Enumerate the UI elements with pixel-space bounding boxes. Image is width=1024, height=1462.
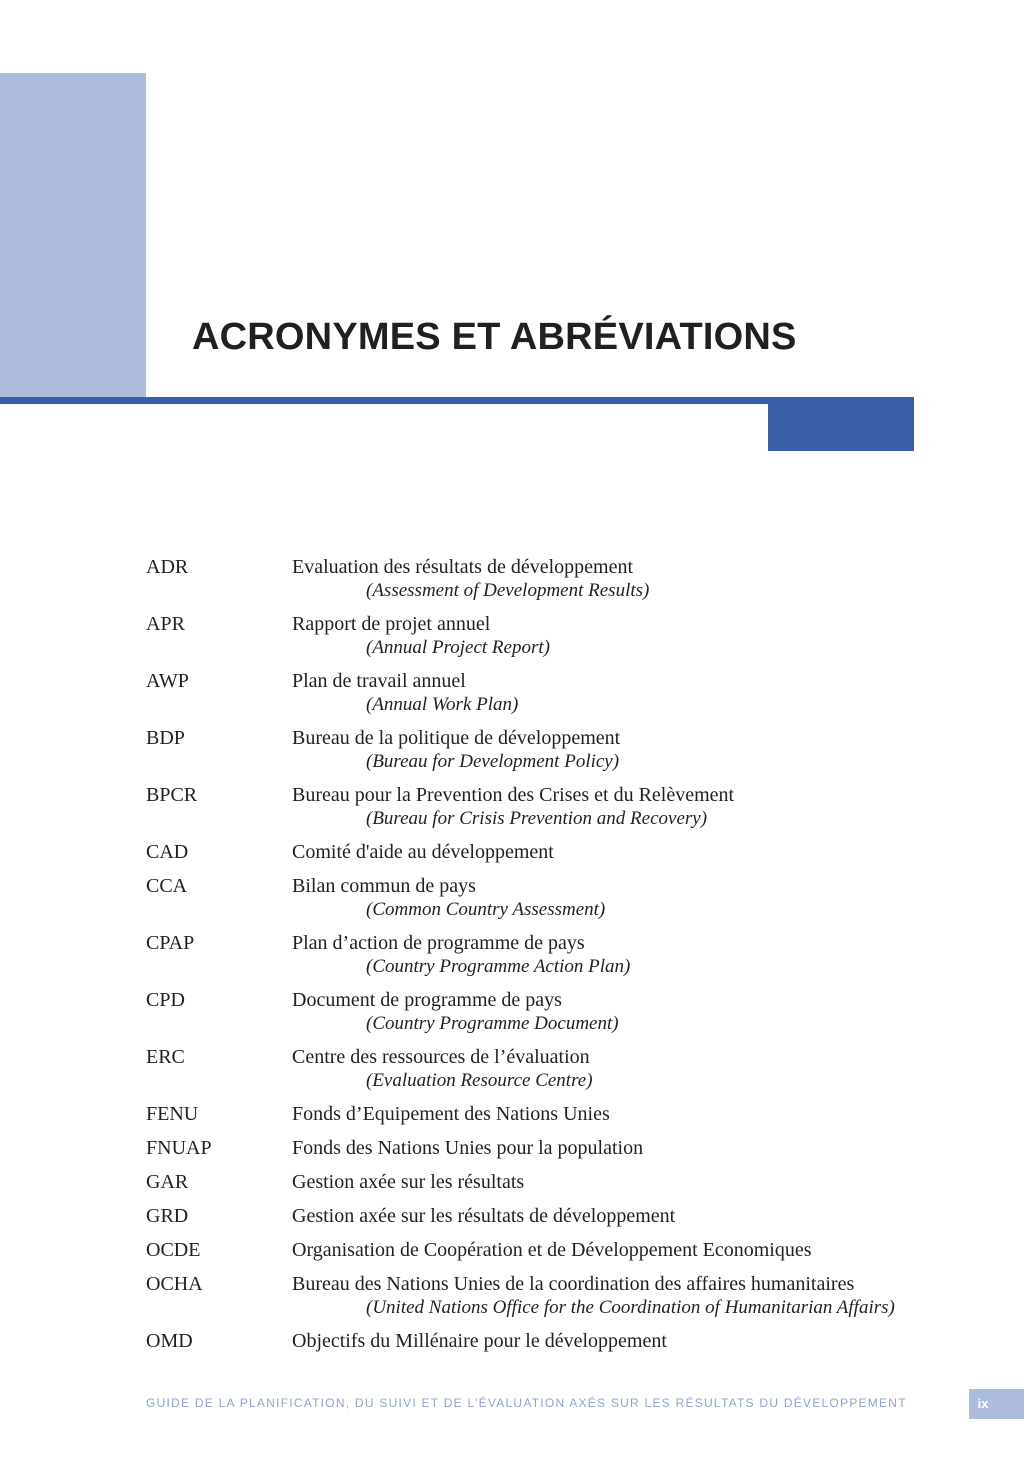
acronym: OCHA [146,1273,203,1295]
decorative-tab-block [768,397,914,451]
acronym: APR [146,613,185,635]
french-definition: Rapport de projet annuel [292,613,491,635]
french-definition: Organisation de Coopération et de Développement Economiques [292,1239,812,1261]
french-definition: Document de programme de pays [292,989,562,1011]
acronym: OCDE [146,1239,201,1261]
page-title: ACRONYMES ET ABRÉVIATIONS [192,316,797,358]
acronym: GAR [146,1171,189,1193]
list-item-fnuap [146,1137,926,1160]
acronym: OMD [146,1330,193,1352]
acronym: AWP [146,670,189,692]
list-item-erc [146,1046,926,1092]
list-item-apr [146,613,926,659]
list-item-awp [146,670,926,716]
french-definition: Bilan commun de pays [292,875,476,897]
list-item-ocde [146,1239,926,1262]
french-definition: Objectifs du Millénaire pour le développement [292,1330,667,1352]
list-item-gar [146,1171,926,1194]
decorative-side-block [0,73,146,397]
english-definition: (Country Programme Action Plan) [366,956,631,977]
french-definition: Bureau pour la Prevention des Crises et du Relèvement [292,784,735,806]
french-definition: Plan de travail annuel [292,670,466,692]
french-definition: Evaluation des résultats de développement [292,556,634,578]
list-item-cca [146,875,926,921]
list-item-cpd [146,989,926,1035]
english-definition: (Assessment of Development Results) [366,580,650,601]
acronym: FNUAP [146,1137,212,1159]
english-definition: (Country Programme Document) [366,1013,619,1034]
acronym: BDP [146,727,185,749]
list-item-grd [146,1205,926,1228]
french-definition: Fonds d’Equipement des Nations Unies [292,1103,610,1125]
english-definition: (Annual Work Plan) [366,694,519,715]
english-definition: (United Nations Office for the Coordination of Humanitarian Affairs) [366,1297,895,1318]
running-footer: GUIDE DE LA PLANIFICATION, DU SUIVI ET DE L’ÉVALUATION AXÉS SUR LES RÉSULTATS DU DÉVELOPPEMENT [146,1396,907,1410]
acronym: ERC [146,1046,185,1068]
acronym: BPCR [146,784,198,806]
list-item-omd [146,1330,926,1353]
list-item-cad [146,841,926,864]
french-definition: Centre des ressources de l’évaluation [292,1046,590,1068]
list-item-bdp [146,727,926,773]
list-item-ocha [146,1273,926,1319]
french-definition: Plan d’action de programme de pays [292,932,585,954]
acronym-list [146,556,926,1364]
french-definition: Comité d'aide au développement [292,841,554,863]
acronym: CCA [146,875,188,897]
french-definition: Gestion axée sur les résultats de développement [292,1205,676,1227]
french-definition: Gestion axée sur les résultats [292,1171,525,1193]
page-number-badge [969,1389,1024,1419]
list-item-fenu [146,1103,926,1126]
list-item-adr [146,556,926,602]
french-definition: Bureau de la politique de développement [292,727,621,749]
list-item-bpcr [146,784,926,830]
french-definition: Fonds des Nations Unies pour la population [292,1137,644,1159]
english-definition: (Annual Project Report) [366,637,550,658]
french-definition: Bureau des Nations Unies de la coordination des affaires humanitaires [292,1273,855,1295]
english-definition: (Bureau for Development Policy) [366,751,620,772]
english-definition: (Evaluation Resource Centre) [366,1070,593,1091]
acronym: FENU [146,1103,199,1125]
acronym: CAD [146,841,189,863]
page-number: ix [977,1396,989,1411]
english-definition: (Common Country Assessment) [366,899,606,920]
acronym: ADR [146,556,189,578]
acronym: CPD [146,989,185,1011]
list-item-cpap [146,932,926,978]
acronym: CPAP [146,932,195,954]
acronym: GRD [146,1205,189,1227]
english-definition: (Bureau for Crisis Prevention and Recovery) [366,808,708,829]
